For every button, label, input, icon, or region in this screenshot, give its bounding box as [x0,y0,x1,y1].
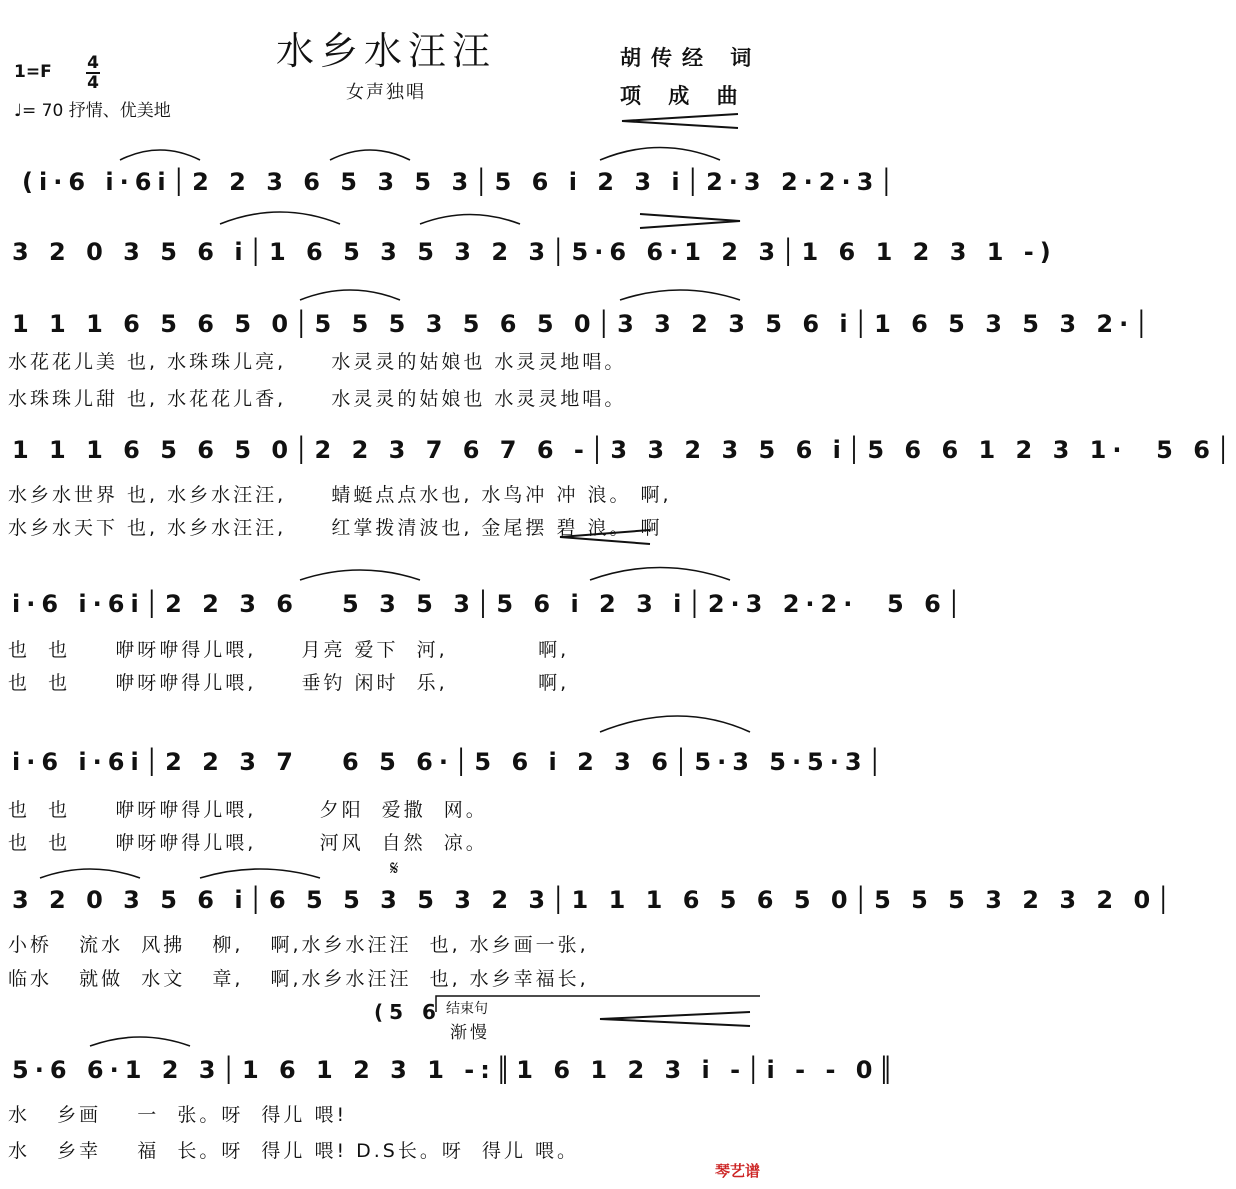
system-6-lyrics-1: 也 也 咿呀咿得儿喂, 夕阳 爱撒 网。 [8,799,488,821]
system-4-lyrics-1: 水乡水世界 也, 水乡水汪汪, 蜻蜓点点水也, 水鸟冲 冲 浪。 啊, [8,484,672,506]
system-8-lyrics-2: 水 乡幸 福 长。呀 得儿 喂! D.S长。呀 得儿 喂。 [8,1140,579,1162]
system-7-lyrics-2: 临水 就做 水文 章, 啊,水乡水汪汪 也, 水乡幸福长, [8,968,589,990]
system-7-notes: 3 2 0 3 5 6 i│6 5 5 3 5 3 2 3│1 1 1 6 5 6 5 0│5 5 5 3 2 3 2 0│ [12,886,1177,914]
system-1-notes: (i·6 i·6i│2 2 3 6 5 3 5 3│5 6 i 2 3 i│2·3 2·2·3│ [22,168,900,196]
watermark-logo: 琴艺谱 [714,1162,760,1180]
system-8-notes: 5·6 6·1 2 3│1 6 1 2 3 1 -:║1 6 1 2 3 i -│i - - 0║ [12,1056,899,1084]
key-signature: 1=F [14,62,52,82]
ending-pickup: (5 6 [374,1000,442,1024]
system-5-notes: i·6 i·6i│2 2 3 6 5 3 5 3│5 6 i 2 3 i│2·3 2·2· 5 6│ [12,590,968,618]
system-5-lyrics-1: 也 也 咿呀咿得儿喂, 月亮 爱下 河, 啊, [8,639,570,661]
segno-sign: 𝄋 [390,856,399,880]
tempo-marking: ♩= 70 抒情、优美地 [14,101,171,121]
system-3-lyrics-2: 水珠珠儿甜 也, 水花花儿香, 水灵灵的姑娘也 水灵灵地唱。 [8,388,627,410]
lyricist-credit: 胡传经 词 [620,46,762,70]
system-4-lyrics-2: 水乡水天下 也, 水乡水汪汪, 红掌拨清波也, 金尾摆 碧 浪。 啊 [8,517,663,539]
system-4-notes: 1 1 1 6 5 6 5 0│2 2 3 7 6 7 6 -│3 3 2 3 5 6 i│5 6 6 1 2 3 1· 5 6│ [12,436,1236,464]
system-2-notes: 3 2 0 3 5 6 i│1 6 5 3 5 3 2 3│5·6 6·1 2 3│1 6 1 2 3 1 -) [12,238,1057,266]
system-5-lyrics-2: 也 也 咿呀咿得儿喂, 垂钓 闲时 乐, 啊, [8,672,570,694]
system-3-notes: 1 1 1 6 5 6 5 0│5 5 5 3 5 6 5 0│3 3 2 3 5 6 i│1 6 5 3 5 3 2·│ [12,310,1155,338]
system-8-lyrics-1: 水 乡画 一 张。呀 得儿 喂! [8,1104,348,1126]
system-6-notes: i·6 i·6i│2 2 3 7 6 5 6·│5 6 i 2 3 6│5·3 5·5·3│ [12,748,889,776]
song-title: 水乡水汪汪 [275,29,496,73]
song-subtitle: 女声独唱 [346,82,426,103]
system-3-lyrics-1: 水花花儿美 也, 水珠珠儿亮, 水灵灵的姑娘也 水灵灵地唱。 [8,351,627,373]
system-6-lyrics-2: 也 也 咿呀咿得儿喂, 河风 自然 凉。 [8,832,488,854]
tempo-change: 渐慢 [450,1023,490,1043]
time-signature: 4 4 [87,53,99,93]
decrescendo-hairpin [622,114,738,128]
system-7-lyrics-1: 小桥 流水 风拂 柳, 啊,水乡水汪汪 也, 水乡画一张, [8,934,589,956]
composer-credit: 项 成 曲 [620,84,748,108]
ending-label: 结束句 [446,1001,488,1017]
crescendo-hairpin [640,214,740,228]
decrescendo-hairpin [600,1012,750,1026]
